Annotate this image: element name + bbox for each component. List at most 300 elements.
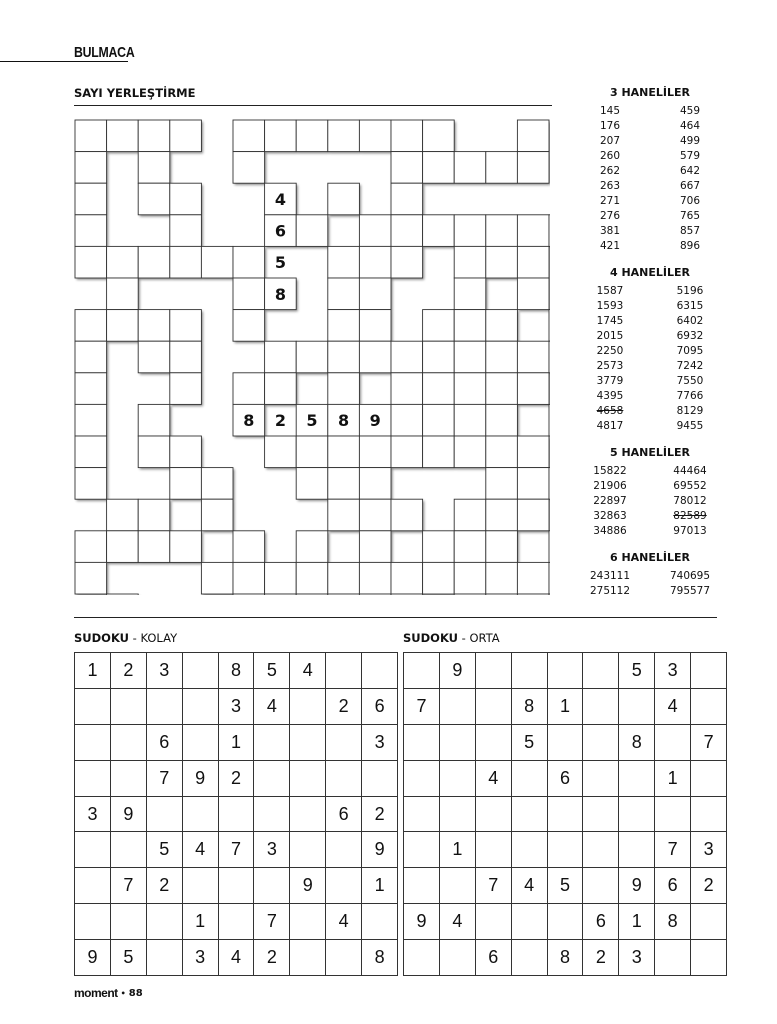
sudoku-cell[interactable]: 3 — [75, 796, 111, 832]
grid-cell[interactable] — [328, 594, 360, 595]
grid-cell[interactable] — [454, 215, 486, 247]
grid-cell[interactable] — [170, 373, 202, 405]
grid-cell[interactable] — [75, 531, 107, 563]
grid-cell[interactable] — [107, 278, 139, 310]
sudoku-cell[interactable] — [290, 760, 326, 796]
sudoku-cell[interactable] — [619, 796, 655, 832]
sudoku-cell[interactable] — [146, 796, 182, 832]
sudoku-cell[interactable] — [439, 760, 475, 796]
grid-cell[interactable] — [201, 246, 233, 278]
sudoku-cell[interactable]: 8 — [547, 940, 583, 976]
grid-cell[interactable] — [486, 215, 518, 247]
sudoku-cell[interactable] — [110, 832, 146, 868]
sudoku-cell[interactable]: 2 — [326, 688, 362, 724]
grid-cell[interactable] — [328, 436, 360, 468]
sudoku-cell[interactable] — [290, 940, 326, 976]
sudoku-cell[interactable]: 1 — [75, 653, 111, 689]
grid-cell[interactable] — [517, 499, 549, 531]
sudoku-cell[interactable]: 9 — [110, 796, 146, 832]
grid-cell[interactable] — [391, 120, 423, 152]
grid-cell[interactable] — [454, 278, 486, 310]
sudoku-cell[interactable] — [182, 653, 218, 689]
grid-cell[interactable] — [138, 246, 170, 278]
grid-cell[interactable] — [359, 120, 391, 152]
sudoku-cell[interactable]: 6 — [146, 724, 182, 760]
sudoku-cell[interactable]: 7 — [475, 868, 511, 904]
grid-cell[interactable] — [328, 499, 360, 531]
sudoku-cell[interactable] — [290, 796, 326, 832]
sudoku-cell[interactable]: 9 — [290, 868, 326, 904]
sudoku-cell[interactable]: 9 — [439, 653, 475, 689]
sudoku-cell[interactable]: 6 — [475, 940, 511, 976]
sudoku-cell[interactable] — [362, 760, 398, 796]
sudoku-cell[interactable]: 5 — [619, 653, 655, 689]
grid-cell[interactable] — [296, 531, 328, 563]
grid-cell[interactable] — [486, 531, 518, 563]
grid-cell[interactable] — [170, 120, 202, 152]
sudoku-cell[interactable] — [583, 688, 619, 724]
grid-cell[interactable] — [391, 562, 423, 594]
sudoku-cell[interactable] — [75, 868, 111, 904]
sudoku-cell[interactable]: 5 — [511, 724, 547, 760]
grid-cell[interactable] — [265, 341, 297, 373]
sudoku-cell[interactable] — [404, 832, 440, 868]
sudoku-cell[interactable]: 7 — [655, 832, 691, 868]
grid-cell[interactable] — [359, 499, 391, 531]
sudoku-cell[interactable] — [254, 724, 290, 760]
sudoku-cell[interactable]: 3 — [362, 724, 398, 760]
sudoku-cell[interactable] — [146, 904, 182, 940]
grid-cell[interactable] — [328, 373, 360, 405]
grid-cell[interactable] — [233, 594, 265, 595]
sudoku-cell[interactable]: 3 — [218, 688, 254, 724]
grid-cell[interactable] — [201, 468, 233, 500]
grid-cell[interactable] — [454, 373, 486, 405]
sudoku-cell[interactable]: 8 — [218, 653, 254, 689]
sudoku-cell[interactable] — [218, 868, 254, 904]
sudoku-cell[interactable] — [691, 688, 727, 724]
grid-cell[interactable] — [517, 246, 549, 278]
sudoku-cell[interactable]: 5 — [254, 653, 290, 689]
grid-cell[interactable] — [359, 246, 391, 278]
grid-cell[interactable] — [107, 499, 139, 531]
sudoku-cell[interactable] — [691, 940, 727, 976]
grid-cell[interactable] — [454, 310, 486, 342]
grid-cell[interactable] — [549, 562, 550, 594]
grid-cell[interactable] — [486, 310, 518, 342]
grid-cell[interactable] — [233, 531, 265, 563]
grid-cell[interactable] — [391, 499, 423, 531]
grid-cell[interactable] — [549, 341, 550, 373]
sudoku-cell[interactable] — [439, 868, 475, 904]
sudoku-cell[interactable] — [75, 760, 111, 796]
sudoku-cell[interactable] — [547, 832, 583, 868]
sudoku-easy-grid[interactable] — [74, 652, 398, 976]
grid-cell[interactable] — [486, 562, 518, 594]
sudoku-cell[interactable]: 9 — [404, 904, 440, 940]
grid-cell[interactable] — [454, 531, 486, 563]
sudoku-cell[interactable] — [182, 796, 218, 832]
grid-cell[interactable] — [359, 278, 391, 310]
grid-cell[interactable] — [549, 594, 550, 595]
sudoku-cell[interactable] — [110, 688, 146, 724]
sudoku-cell[interactable] — [619, 760, 655, 796]
sudoku-cell[interactable]: 8 — [655, 904, 691, 940]
sudoku-cell[interactable] — [290, 688, 326, 724]
sudoku-cell[interactable] — [439, 724, 475, 760]
grid-cell[interactable] — [517, 215, 549, 247]
sudoku-cell[interactable]: 7 — [404, 688, 440, 724]
grid-cell[interactable] — [265, 120, 297, 152]
sudoku-cell[interactable]: 4 — [218, 940, 254, 976]
sudoku-cell[interactable] — [146, 688, 182, 724]
sudoku-cell[interactable]: 1 — [439, 832, 475, 868]
sudoku-cell[interactable] — [511, 940, 547, 976]
grid-cell[interactable] — [75, 215, 107, 247]
sudoku-cell[interactable]: 2 — [110, 653, 146, 689]
sudoku-cell[interactable] — [326, 940, 362, 976]
grid-cell[interactable] — [170, 183, 202, 215]
grid-cell[interactable] — [107, 120, 139, 152]
sudoku-cell[interactable] — [547, 904, 583, 940]
grid-cell[interactable] — [138, 183, 170, 215]
sudoku-cell[interactable] — [583, 724, 619, 760]
grid-cell[interactable] — [486, 404, 518, 436]
grid-cell[interactable] — [170, 436, 202, 468]
sudoku-cell[interactable]: 3 — [655, 653, 691, 689]
grid-cell[interactable] — [423, 120, 455, 152]
grid-cell[interactable] — [486, 436, 518, 468]
grid-cell[interactable] — [75, 341, 107, 373]
sudoku-cell[interactable] — [475, 832, 511, 868]
grid-cell[interactable] — [517, 341, 549, 373]
sudoku-cell[interactable] — [75, 832, 111, 868]
sudoku-cell[interactable]: 3 — [619, 940, 655, 976]
grid-cell[interactable] — [486, 152, 518, 184]
sudoku-cell[interactable]: 4 — [326, 904, 362, 940]
sudoku-cell[interactable] — [290, 832, 326, 868]
sudoku-cell[interactable] — [110, 904, 146, 940]
sudoku-cell[interactable]: 1 — [547, 688, 583, 724]
grid-cell[interactable] — [486, 341, 518, 373]
sudoku-cell[interactable] — [75, 904, 111, 940]
sudoku-cell[interactable] — [254, 796, 290, 832]
grid-cell[interactable] — [423, 152, 455, 184]
sudoku-cell[interactable] — [404, 760, 440, 796]
grid-cell[interactable] — [233, 120, 265, 152]
sudoku-cell[interactable] — [290, 724, 326, 760]
sudoku-cell[interactable]: 1 — [218, 724, 254, 760]
grid-cell[interactable] — [549, 404, 550, 436]
grid-cell[interactable] — [359, 310, 391, 342]
sudoku-cell[interactable] — [475, 796, 511, 832]
sudoku-cell[interactable] — [583, 832, 619, 868]
grid-cell[interactable] — [296, 562, 328, 594]
sudoku-cell[interactable] — [404, 940, 440, 976]
sudoku-cell[interactable]: 4 — [475, 760, 511, 796]
sudoku-cell[interactable] — [404, 868, 440, 904]
grid-cell[interactable] — [170, 246, 202, 278]
grid-cell[interactable] — [423, 531, 455, 563]
sudoku-cell[interactable] — [404, 796, 440, 832]
grid-cell[interactable] — [296, 215, 328, 247]
grid-cell[interactable] — [454, 341, 486, 373]
grid-cell[interactable] — [454, 152, 486, 184]
grid-cell[interactable] — [486, 468, 518, 500]
grid-cell[interactable] — [391, 594, 423, 595]
sudoku-cell[interactable] — [547, 724, 583, 760]
grid-cell[interactable] — [107, 246, 139, 278]
grid-cell[interactable] — [170, 468, 202, 500]
sudoku-cell[interactable]: 6 — [547, 760, 583, 796]
sudoku-cell[interactable] — [475, 724, 511, 760]
sudoku-cell[interactable] — [583, 868, 619, 904]
sudoku-cell[interactable]: 5 — [146, 832, 182, 868]
grid-cell[interactable] — [296, 120, 328, 152]
sudoku-cell[interactable]: 7 — [254, 904, 290, 940]
sudoku-cell[interactable]: 5 — [547, 868, 583, 904]
grid-cell[interactable] — [75, 404, 107, 436]
sudoku-cell[interactable] — [439, 796, 475, 832]
sudoku-cell[interactable]: 7 — [691, 724, 727, 760]
grid-cell[interactable] — [359, 594, 391, 595]
grid-cell[interactable] — [233, 278, 265, 310]
grid-cell[interactable] — [359, 436, 391, 468]
grid-cell[interactable] — [454, 436, 486, 468]
grid-cell[interactable] — [75, 468, 107, 500]
grid-cell[interactable] — [75, 436, 107, 468]
grid-cell[interactable] — [549, 215, 550, 247]
sudoku-cell[interactable] — [583, 653, 619, 689]
sudoku-cell[interactable] — [254, 760, 290, 796]
sudoku-cell[interactable] — [362, 653, 398, 689]
grid-cell[interactable] — [296, 468, 328, 500]
sudoku-cell[interactable]: 2 — [254, 940, 290, 976]
grid-cell[interactable] — [391, 152, 423, 184]
grid-cell[interactable] — [549, 468, 550, 500]
sudoku-cell[interactable]: 2 — [362, 796, 398, 832]
grid-cell[interactable] — [107, 531, 139, 563]
grid-cell[interactable] — [75, 246, 107, 278]
sudoku-cell[interactable] — [655, 796, 691, 832]
grid-cell[interactable] — [486, 499, 518, 531]
sudoku-cell[interactable] — [511, 904, 547, 940]
grid-cell[interactable] — [138, 120, 170, 152]
grid-cell[interactable] — [391, 246, 423, 278]
sudoku-cell[interactable] — [475, 688, 511, 724]
grid-cell[interactable] — [75, 310, 107, 342]
sudoku-cell[interactable]: 1 — [655, 760, 691, 796]
grid-cell[interactable] — [328, 310, 360, 342]
grid-cell[interactable] — [233, 562, 265, 594]
grid-cell[interactable] — [486, 373, 518, 405]
sudoku-cell[interactable] — [110, 760, 146, 796]
grid-cell[interactable] — [391, 215, 423, 247]
grid-cell[interactable] — [75, 562, 107, 594]
sudoku-cell[interactable] — [511, 760, 547, 796]
grid-cell[interactable] — [170, 310, 202, 342]
grid-cell[interactable] — [391, 183, 423, 215]
sudoku-cell[interactable] — [110, 724, 146, 760]
grid-cell[interactable] — [328, 468, 360, 500]
sudoku-cell[interactable] — [326, 868, 362, 904]
grid-cell[interactable] — [423, 373, 455, 405]
grid-cell[interactable] — [107, 310, 139, 342]
sudoku-cell[interactable] — [583, 760, 619, 796]
grid-cell[interactable] — [233, 152, 265, 184]
grid-cell[interactable] — [233, 246, 265, 278]
sudoku-cell[interactable]: 2 — [218, 760, 254, 796]
sudoku-cell[interactable] — [511, 796, 547, 832]
grid-cell[interactable] — [517, 468, 549, 500]
sudoku-cell[interactable] — [146, 940, 182, 976]
grid-cell[interactable] — [265, 594, 297, 595]
grid-cell[interactable] — [75, 373, 107, 405]
grid-cell[interactable] — [75, 152, 107, 184]
grid-cell[interactable] — [517, 436, 549, 468]
sudoku-cell[interactable]: 4 — [511, 868, 547, 904]
grid-cell[interactable] — [328, 341, 360, 373]
sudoku-cell[interactable] — [326, 653, 362, 689]
sudoku-cell[interactable]: 4 — [254, 688, 290, 724]
sudoku-cell[interactable] — [182, 724, 218, 760]
sudoku-cell[interactable]: 9 — [362, 832, 398, 868]
sudoku-cell[interactable] — [691, 796, 727, 832]
grid-cell[interactable] — [296, 594, 328, 595]
sudoku-cell[interactable]: 3 — [254, 832, 290, 868]
sudoku-cell[interactable] — [511, 653, 547, 689]
grid-cell[interactable] — [328, 246, 360, 278]
grid-cell[interactable] — [517, 152, 549, 184]
sudoku-cell[interactable] — [547, 796, 583, 832]
grid-cell[interactable] — [454, 404, 486, 436]
grid-cell[interactable] — [138, 310, 170, 342]
sudoku-cell[interactable]: 4 — [655, 688, 691, 724]
grid-cell[interactable] — [75, 120, 107, 152]
sudoku-cell[interactable]: 7 — [218, 832, 254, 868]
sudoku-cell[interactable]: 8 — [362, 940, 398, 976]
sudoku-medium-grid[interactable] — [403, 652, 727, 976]
sudoku-cell[interactable]: 5 — [110, 940, 146, 976]
grid-cell[interactable] — [328, 120, 360, 152]
sudoku-cell[interactable] — [439, 940, 475, 976]
grid-cell[interactable] — [486, 594, 518, 595]
grid-cell[interactable] — [107, 594, 139, 595]
grid-cell[interactable] — [359, 341, 391, 373]
sudoku-cell[interactable]: 4 — [439, 904, 475, 940]
grid-cell[interactable] — [549, 310, 550, 342]
grid-cell[interactable] — [549, 531, 550, 563]
grid-cell[interactable] — [359, 215, 391, 247]
sudoku-cell[interactable] — [404, 724, 440, 760]
grid-cell[interactable] — [454, 499, 486, 531]
sudoku-cell[interactable] — [511, 832, 547, 868]
grid-cell[interactable] — [265, 562, 297, 594]
sudoku-cell[interactable] — [619, 832, 655, 868]
sudoku-cell[interactable] — [655, 940, 691, 976]
sudoku-cell[interactable]: 7 — [146, 760, 182, 796]
sudoku-cell[interactable] — [218, 796, 254, 832]
sudoku-cell[interactable]: 1 — [362, 868, 398, 904]
sudoku-cell[interactable] — [182, 868, 218, 904]
sudoku-cell[interactable] — [362, 904, 398, 940]
grid-cell[interactable] — [75, 183, 107, 215]
grid-cell[interactable] — [170, 531, 202, 563]
grid-cell[interactable] — [265, 373, 297, 405]
grid-cell[interactable] — [391, 404, 423, 436]
grid-cell[interactable] — [517, 278, 549, 310]
grid-cell[interactable] — [328, 183, 360, 215]
sudoku-cell[interactable]: 3 — [691, 832, 727, 868]
grid-cell[interactable] — [265, 436, 297, 468]
grid-cell[interactable] — [423, 215, 455, 247]
sudoku-cell[interactable]: 6 — [362, 688, 398, 724]
sudoku-cell[interactable] — [326, 724, 362, 760]
grid-cell[interactable] — [517, 562, 549, 594]
sudoku-cell[interactable]: 6 — [326, 796, 362, 832]
sudoku-cell[interactable] — [547, 653, 583, 689]
sudoku-cell[interactable] — [75, 724, 111, 760]
grid-cell[interactable] — [138, 341, 170, 373]
grid-cell[interactable] — [170, 341, 202, 373]
grid-cell[interactable] — [138, 436, 170, 468]
grid-cell[interactable] — [454, 562, 486, 594]
sudoku-cell[interactable]: 2 — [691, 868, 727, 904]
grid-cell[interactable] — [328, 562, 360, 594]
grid-cell[interactable] — [328, 278, 360, 310]
grid-cell[interactable] — [423, 310, 455, 342]
sudoku-cell[interactable]: 4 — [290, 653, 326, 689]
sudoku-cell[interactable] — [290, 904, 326, 940]
sudoku-cell[interactable]: 9 — [619, 868, 655, 904]
grid-cell[interactable] — [517, 120, 549, 152]
sudoku-cell[interactable] — [439, 688, 475, 724]
sudoku-cell[interactable]: 3 — [182, 940, 218, 976]
number-fill-in-grid[interactable] — [74, 119, 550, 595]
grid-cell[interactable] — [486, 246, 518, 278]
grid-cell[interactable] — [170, 215, 202, 247]
sudoku-cell[interactable]: 9 — [182, 760, 218, 796]
grid-cell[interactable] — [423, 436, 455, 468]
grid-cell[interactable] — [423, 341, 455, 373]
sudoku-cell[interactable] — [326, 832, 362, 868]
grid-cell[interactable] — [423, 404, 455, 436]
sudoku-cell[interactable] — [182, 688, 218, 724]
sudoku-cell[interactable] — [583, 796, 619, 832]
grid-cell[interactable] — [233, 373, 265, 405]
sudoku-cell[interactable]: 3 — [146, 653, 182, 689]
sudoku-cell[interactable]: 8 — [511, 688, 547, 724]
grid-cell[interactable] — [138, 531, 170, 563]
grid-cell[interactable] — [359, 468, 391, 500]
grid-cell[interactable] — [359, 531, 391, 563]
sudoku-cell[interactable] — [691, 653, 727, 689]
grid-cell[interactable] — [454, 246, 486, 278]
grid-cell[interactable] — [201, 499, 233, 531]
grid-cell[interactable] — [138, 404, 170, 436]
sudoku-cell[interactable]: 8 — [619, 724, 655, 760]
grid-cell[interactable] — [296, 436, 328, 468]
grid-cell[interactable] — [233, 310, 265, 342]
grid-cell[interactable] — [454, 594, 486, 595]
sudoku-cell[interactable]: 4 — [182, 832, 218, 868]
grid-cell[interactable] — [391, 436, 423, 468]
sudoku-cell[interactable] — [254, 868, 290, 904]
grid-cell[interactable] — [138, 499, 170, 531]
sudoku-cell[interactable] — [475, 653, 511, 689]
sudoku-cell[interactable]: 7 — [110, 868, 146, 904]
grid-cell[interactable] — [517, 373, 549, 405]
